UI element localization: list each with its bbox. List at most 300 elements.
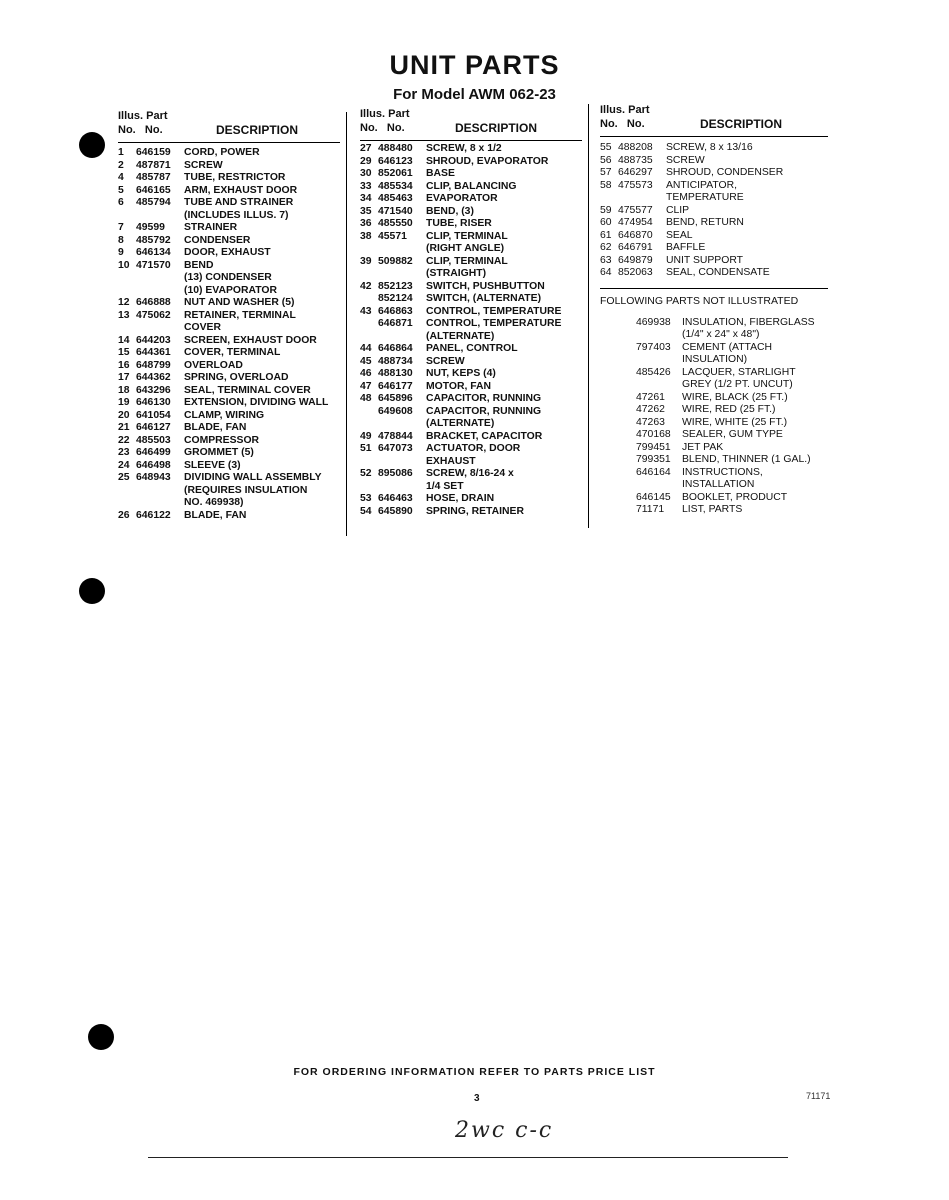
part-number: 895086 xyxy=(378,468,413,479)
part-description: INSULATION) xyxy=(682,354,748,365)
parts-row xyxy=(360,393,582,406)
illus-number: 34 xyxy=(360,193,372,204)
part-number: 647073 xyxy=(378,443,413,454)
column-header xyxy=(360,108,582,142)
part-number: 646864 xyxy=(378,343,413,354)
illus-number: 52 xyxy=(360,468,372,479)
parts-row xyxy=(118,497,340,510)
part-number: 646130 xyxy=(136,397,171,408)
part-number: 485792 xyxy=(136,234,171,246)
illus-number: 8 xyxy=(118,234,124,246)
parts-row xyxy=(118,422,340,435)
illus-number: 55 xyxy=(600,142,612,153)
illus-number: 44 xyxy=(360,343,372,354)
part-description: LIST, PARTS xyxy=(682,504,743,515)
not-illustrated-heading: FOLLOWING PARTS NOT ILLUSTRATED xyxy=(600,288,828,307)
illus-number: 59 xyxy=(600,204,612,216)
parts-row xyxy=(600,442,828,455)
part-description: (RIGHT ANGLE) xyxy=(426,243,505,254)
part-number: 799451 xyxy=(636,441,671,453)
part-description: BLADE, FAN xyxy=(184,422,247,433)
part-number: 646177 xyxy=(378,380,413,392)
parts-row xyxy=(600,342,828,355)
part-number: 485794 xyxy=(136,197,171,208)
part-description: SCREW, 8/16-24 x xyxy=(426,468,514,479)
part-number xyxy=(636,354,682,367)
part-number: 488130 xyxy=(378,368,413,379)
parts-row xyxy=(600,367,828,380)
parts-list xyxy=(118,147,340,522)
part-number: 475577 xyxy=(618,204,653,216)
part-number xyxy=(136,485,184,498)
part-description: (STRAIGHT) xyxy=(426,268,487,279)
illus-number: 29 xyxy=(360,155,372,167)
part-description: (INCLUDES ILLUS. 7) xyxy=(184,209,289,221)
part-number: 646498 xyxy=(136,459,171,471)
part-number xyxy=(136,210,184,223)
part-number xyxy=(636,479,682,492)
parts-row xyxy=(360,293,582,306)
parts-row xyxy=(600,192,828,205)
parts-row xyxy=(360,443,582,456)
part-number: 646297 xyxy=(618,167,653,178)
part-description: SLEEVE (3) xyxy=(184,459,241,471)
part-number: 797403 xyxy=(636,341,671,353)
parts-row xyxy=(118,385,340,398)
parts-row xyxy=(118,260,340,273)
parts-row xyxy=(600,379,828,392)
illus-number: 16 xyxy=(118,359,130,371)
parts-row xyxy=(360,331,582,344)
illus-number: 18 xyxy=(118,384,130,396)
part-number: 71171 xyxy=(636,504,665,515)
parts-row xyxy=(360,431,582,444)
no-no-label: No. No. xyxy=(360,122,405,134)
illus-number: 54 xyxy=(360,505,372,517)
illus-part-label: Illus. Part xyxy=(118,110,168,122)
illus-number: 62 xyxy=(600,242,612,253)
part-number: 645896 xyxy=(378,393,413,404)
part-number xyxy=(378,243,426,256)
parts-row xyxy=(118,210,340,223)
illus-number: 26 xyxy=(118,509,130,521)
part-description: INSTRUCTIONS, xyxy=(682,466,763,478)
illus-number: 25 xyxy=(118,472,130,483)
illus-number: 58 xyxy=(600,179,612,191)
part-description: BOOKLET, PRODUCT xyxy=(682,491,788,503)
parts-row xyxy=(600,467,828,480)
illus-number: 47 xyxy=(360,380,372,392)
part-number: 852063 xyxy=(618,267,653,278)
parts-row xyxy=(118,235,340,248)
parts-row xyxy=(118,510,340,523)
parts-row xyxy=(360,168,582,181)
parts-row xyxy=(360,381,582,394)
illus-number: 57 xyxy=(600,167,612,178)
illus-number: 46 xyxy=(360,368,372,379)
parts-row xyxy=(360,268,582,281)
description-label: DESCRIPTION xyxy=(216,123,299,137)
part-number xyxy=(136,497,184,510)
part-description: SCREW xyxy=(426,355,465,367)
parts-row xyxy=(600,492,828,505)
illus-number: 23 xyxy=(118,447,130,458)
part-description: (REQUIRES INSULATION xyxy=(184,484,308,496)
handwritten-note: 2wc c-c xyxy=(455,1118,554,1143)
part-number: 485463 xyxy=(378,193,413,204)
illus-number xyxy=(360,318,378,331)
part-number: 485787 xyxy=(136,172,171,183)
parts-row xyxy=(360,256,582,269)
part-description: INSULATION, FIBERGLASS xyxy=(682,316,815,328)
parts-row xyxy=(118,335,340,348)
parts-row xyxy=(118,247,340,260)
part-number: 45571 xyxy=(378,230,407,242)
parts-row xyxy=(118,447,340,460)
part-number: 47262 xyxy=(636,404,665,415)
part-description: NUT AND WASHER (5) xyxy=(184,297,295,308)
part-number xyxy=(618,192,666,205)
part-description: SPRING, OVERLOAD xyxy=(184,372,289,383)
part-description: SPRING, RETAINER xyxy=(426,505,524,517)
part-number: 643296 xyxy=(136,384,171,396)
document-id: 71171 xyxy=(806,1091,831,1101)
parts-row xyxy=(118,185,340,198)
parts-row xyxy=(360,368,582,381)
parts-row xyxy=(118,197,340,210)
illus-number: 10 xyxy=(118,259,130,271)
part-description: BAFFLE xyxy=(666,242,706,253)
part-description: NO. 469938) xyxy=(184,497,244,508)
part-description: TEMPERATURE xyxy=(666,192,744,203)
parts-list xyxy=(360,143,582,518)
parts-row xyxy=(360,468,582,481)
part-description: CLIP, BALANCING xyxy=(426,180,517,192)
parts-row xyxy=(360,231,582,244)
parts-row xyxy=(600,255,828,268)
parts-row xyxy=(360,456,582,469)
part-description: DIVIDING WALL ASSEMBLY xyxy=(184,472,322,483)
illus-part-label: Illus. Part xyxy=(600,104,650,116)
no-no-label: No. No. xyxy=(118,124,163,136)
part-description: (1/4" x 24" x 48") xyxy=(682,329,760,340)
part-number: 649608 xyxy=(378,405,413,417)
illus-number: 9 xyxy=(118,247,124,258)
parts-row xyxy=(118,172,340,185)
part-number: 852123 xyxy=(378,280,413,292)
parts-row xyxy=(600,155,828,168)
part-number: 478844 xyxy=(378,430,413,442)
illus-number: 17 xyxy=(118,372,130,383)
no-no-label: No. No. xyxy=(600,118,645,130)
part-description: NUT, KEPS (4) xyxy=(426,368,496,379)
parts-row xyxy=(600,242,828,255)
parts-row xyxy=(118,222,340,235)
parts-row xyxy=(600,354,828,367)
part-number: 641054 xyxy=(136,409,171,421)
punch-hole xyxy=(88,1024,114,1050)
parts-row xyxy=(360,181,582,194)
part-description: SCREW xyxy=(666,154,705,166)
parts-row xyxy=(360,306,582,319)
part-description: WIRE, BLACK (25 FT.) xyxy=(682,391,788,403)
part-description: SCREW xyxy=(184,159,223,171)
illus-number: 42 xyxy=(360,280,372,292)
illus-number: 1 xyxy=(118,147,124,158)
illus-number xyxy=(360,456,378,469)
parts-row xyxy=(600,142,828,155)
illus-number: 64 xyxy=(600,267,612,278)
part-description: CAPACITOR, RUNNING xyxy=(426,405,542,417)
part-number: 646870 xyxy=(618,229,653,241)
part-number: 485426 xyxy=(636,366,671,378)
part-description: CONTROL, TEMPERATURE xyxy=(426,318,562,329)
part-number: 648943 xyxy=(136,472,171,483)
part-number: 469938 xyxy=(636,316,671,328)
part-description: BEND, RETURN xyxy=(666,217,744,228)
part-number: 646791 xyxy=(618,242,653,253)
part-description: SCREEN, EXHAUST DOOR xyxy=(184,334,317,346)
parts-row xyxy=(360,343,582,356)
parts-row xyxy=(600,479,828,492)
part-description: CEMENT (ATTACH xyxy=(682,341,773,353)
part-number: 646499 xyxy=(136,447,171,458)
part-description: JET PAK xyxy=(682,441,724,453)
part-description: GROMMET (5) xyxy=(184,447,254,458)
part-number: 509882 xyxy=(378,255,413,267)
parts-row xyxy=(600,167,828,180)
parts-row xyxy=(600,230,828,243)
parts-row xyxy=(118,435,340,448)
part-number: 646159 xyxy=(136,147,171,158)
illus-number: 5 xyxy=(118,184,124,196)
part-number xyxy=(636,329,682,342)
illus-number xyxy=(118,272,136,285)
illus-number xyxy=(360,406,378,419)
ordering-footer: FOR ORDERING INFORMATION REFER TO PARTS PRICE LIST xyxy=(293,1066,656,1078)
part-number: 487871 xyxy=(136,159,171,171)
part-description: HOSE, DRAIN xyxy=(426,493,495,504)
part-description: GREY (1/2 PT. UNCUT) xyxy=(682,379,793,390)
illus-part-label: Illus. Part xyxy=(360,108,410,120)
part-description: ANTICIPATOR, xyxy=(666,179,738,191)
illus-number: 61 xyxy=(600,229,612,241)
part-number: 648799 xyxy=(136,359,171,371)
part-number: 644362 xyxy=(136,372,171,383)
part-description: CAPACITOR, RUNNING xyxy=(426,393,542,404)
parts-row xyxy=(360,481,582,494)
illus-number: 56 xyxy=(600,154,612,166)
header-rule xyxy=(118,142,340,143)
part-description: BRACKET, CAPACITOR xyxy=(426,430,543,442)
illus-number xyxy=(118,285,136,298)
part-description: ARM, EXHAUST DOOR xyxy=(184,184,298,196)
part-description: WIRE, WHITE (25 FT.) xyxy=(682,416,788,428)
column-header xyxy=(600,104,828,138)
illus-number: 27 xyxy=(360,143,372,154)
page-number: 3 xyxy=(474,1093,480,1104)
part-description: PANEL, CONTROL xyxy=(426,343,518,354)
part-description: WIRE, RED (25 FT.) xyxy=(682,404,776,415)
parts-row xyxy=(360,206,582,219)
illus-number: 63 xyxy=(600,254,612,266)
illus-number xyxy=(118,485,136,498)
parts-row xyxy=(118,297,340,310)
part-description: SEAL xyxy=(666,229,693,241)
part-number: 646863 xyxy=(378,305,413,317)
part-number: 649879 xyxy=(618,254,653,266)
not-illustrated-list xyxy=(600,317,828,517)
part-description: CONTROL, TEMPERATURE xyxy=(426,305,562,317)
part-description: 1/4 SET xyxy=(426,480,464,492)
part-description: COVER xyxy=(184,322,221,333)
parts-row xyxy=(118,360,340,373)
parts-row xyxy=(118,322,340,335)
illus-number xyxy=(118,322,136,335)
part-description: (ALTERNATE) xyxy=(426,330,495,342)
part-number: 646127 xyxy=(136,422,171,433)
parts-row xyxy=(360,243,582,256)
part-number: 645890 xyxy=(378,505,413,517)
part-number xyxy=(378,331,426,344)
part-number: 471540 xyxy=(378,205,413,217)
parts-row xyxy=(600,392,828,405)
part-description: CLIP, TERMINAL xyxy=(426,230,508,242)
illus-number xyxy=(360,481,378,494)
part-number: 646134 xyxy=(136,247,171,258)
part-description: BEND xyxy=(184,259,214,271)
parts-row xyxy=(360,356,582,369)
parts-row xyxy=(360,218,582,231)
illus-number: 15 xyxy=(118,347,130,358)
parts-row xyxy=(360,506,582,519)
punch-hole xyxy=(79,578,105,604)
part-description: INSTALLATION xyxy=(682,479,755,490)
illus-number: 45 xyxy=(360,355,372,367)
part-number xyxy=(136,322,184,335)
parts-row xyxy=(360,193,582,206)
parts-row xyxy=(600,454,828,467)
part-description: BLADE, FAN xyxy=(184,509,247,521)
part-number xyxy=(378,418,426,431)
header-rule xyxy=(600,136,828,137)
part-number: 646871 xyxy=(378,318,413,329)
part-description: SEALER, GUM TYPE xyxy=(682,429,783,440)
column-divider xyxy=(588,104,589,528)
illus-number: 39 xyxy=(360,255,372,267)
page-subtitle: For Model AWM 062-23 xyxy=(393,86,556,103)
part-number: 644203 xyxy=(136,334,171,346)
part-number: 488208 xyxy=(618,142,653,153)
parts-row xyxy=(600,329,828,342)
parts-row xyxy=(118,347,340,360)
part-description: SCREW, 8 x 1/2 xyxy=(426,143,502,154)
part-number: 47263 xyxy=(636,416,665,428)
illus-number: 60 xyxy=(600,217,612,228)
parts-row xyxy=(118,472,340,485)
punch-hole xyxy=(79,132,105,158)
part-description: SWITCH, (ALTERNATE) xyxy=(426,293,542,304)
part-number: 485503 xyxy=(136,434,171,446)
parts-row xyxy=(600,180,828,193)
part-description: BASE xyxy=(426,168,455,179)
part-number xyxy=(136,272,184,285)
illus-number xyxy=(118,497,136,510)
illus-number: 35 xyxy=(360,205,372,217)
part-number: 646165 xyxy=(136,184,171,196)
part-number xyxy=(378,268,426,281)
part-description: UNIT SUPPORT xyxy=(666,254,743,266)
illus-number: 36 xyxy=(360,218,372,229)
illus-number: 51 xyxy=(360,443,372,454)
part-description: (10) EVAPORATOR xyxy=(184,284,277,296)
parts-row xyxy=(360,156,582,169)
part-number: 49599 xyxy=(136,222,165,233)
part-description: CLIP xyxy=(666,204,690,216)
parts-row xyxy=(118,410,340,423)
part-number: 474954 xyxy=(618,217,653,228)
illus-number: 12 xyxy=(118,297,130,308)
part-description: CLAMP, WIRING xyxy=(184,409,265,421)
part-number: 646123 xyxy=(378,155,413,167)
parts-row xyxy=(360,281,582,294)
illus-number: 20 xyxy=(118,409,130,421)
parts-row xyxy=(600,429,828,442)
parts-row xyxy=(118,372,340,385)
parts-column-1 xyxy=(118,110,340,522)
illus-number: 24 xyxy=(118,459,130,471)
illus-number: 22 xyxy=(118,434,130,446)
part-description: RETAINER, TERMINAL xyxy=(184,309,296,321)
parts-row xyxy=(360,143,582,156)
parts-row xyxy=(118,147,340,160)
part-description: DOOR, EXHAUST xyxy=(184,247,271,258)
illus-number: 33 xyxy=(360,180,372,192)
part-description: BLEND, THINNER (1 GAL.) xyxy=(682,454,811,465)
illus-number xyxy=(360,268,378,281)
part-number: 485550 xyxy=(378,218,413,229)
illus-number: 2 xyxy=(118,159,124,171)
part-number: 646463 xyxy=(378,493,413,504)
parts-row xyxy=(118,397,340,410)
part-description: SCREW, 8 x 13/16 xyxy=(666,142,753,153)
column-header xyxy=(118,110,340,144)
part-description: SWITCH, PUSHBUTTON xyxy=(426,280,545,292)
illus-number: 13 xyxy=(118,309,130,321)
part-description: (13) CONDENSER xyxy=(184,272,272,283)
part-description: SEAL, CONDENSATE xyxy=(666,267,770,278)
illus-number xyxy=(360,243,378,256)
parts-row xyxy=(600,205,828,218)
part-number: 471570 xyxy=(136,259,171,271)
parts-list xyxy=(600,142,828,280)
part-number xyxy=(378,481,426,494)
parts-row xyxy=(600,504,828,517)
part-number: 488734 xyxy=(378,355,413,367)
description-label: DESCRIPTION xyxy=(700,117,783,131)
part-description: CONDENSER xyxy=(184,234,251,246)
parts-row xyxy=(600,417,828,430)
part-number: 475573 xyxy=(618,179,653,191)
parts-row xyxy=(360,418,582,431)
part-description: CLIP, TERMINAL xyxy=(426,255,508,267)
illus-number xyxy=(118,210,136,223)
illus-number xyxy=(360,331,378,344)
illus-number: 19 xyxy=(118,397,130,408)
parts-row xyxy=(118,272,340,285)
illus-number xyxy=(600,192,618,205)
parts-row xyxy=(600,217,828,230)
